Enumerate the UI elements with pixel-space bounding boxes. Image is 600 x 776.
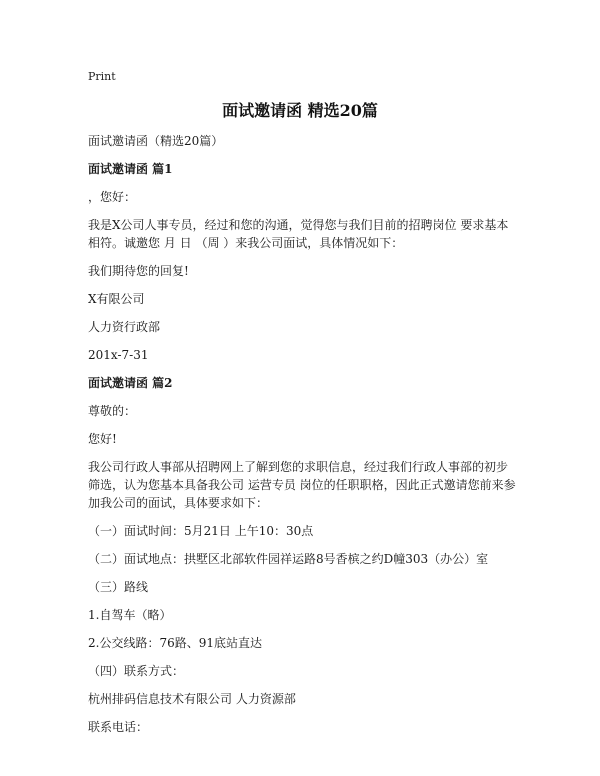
paragraph: X有限公司	[88, 292, 145, 306]
paragraph: （三）路线	[88, 580, 149, 594]
paragraph: 201x-7-31	[88, 348, 149, 362]
paragraph: （二）面试地点：拱墅区北部软件园祥运路8号香槟之约D幢303（办公）室	[88, 552, 489, 566]
paragraph: ，您好：	[88, 190, 137, 204]
paragraph: 联系电话：	[88, 720, 149, 734]
print-label: Print	[88, 70, 116, 83]
document-title: 面试邀请函 精选20篇	[222, 101, 378, 120]
paragraph: （四）联系方式：	[88, 664, 185, 678]
document-body	[88, 132, 518, 746]
paragraph: 您好!	[88, 432, 117, 446]
paragraph: 我们期待您的回复!	[88, 264, 189, 278]
section-heading: 面试邀请函 篇1	[88, 162, 173, 176]
paragraph: 尊敬的：	[88, 404, 137, 418]
paragraph: 2.公交线路：76路、91底站直达	[88, 636, 262, 650]
paragraph: （一）面试时间：5月21日 上午10：30点	[88, 524, 314, 538]
paragraph: 我公司行政人事部从招聘网上了解到您的求职信息，经过我们行政人事部的初步筛选，认为您基本具备我公司 运营专员 岗位的任职职格，因此正式邀请您前来参加我公司的面试，具体要求如下：	[88, 460, 516, 510]
paragraph: 1.自驾车（略）	[88, 608, 172, 622]
section-heading: 面试邀请函 篇2	[88, 376, 173, 390]
paragraph: 人力资行政部	[88, 320, 161, 334]
paragraph: 杭州排码信息技术有限公司 人力资源部	[88, 692, 296, 706]
paragraph: 面试邀请函（精选20篇）	[88, 134, 224, 148]
paragraph: 我是X公司人事专员，经过和您的沟通，觉得您与我们目前的招聘岗位 要求基本相符。诚邀您 月 日 （周 ）来我公司面试，具体情况如下：	[88, 218, 509, 250]
